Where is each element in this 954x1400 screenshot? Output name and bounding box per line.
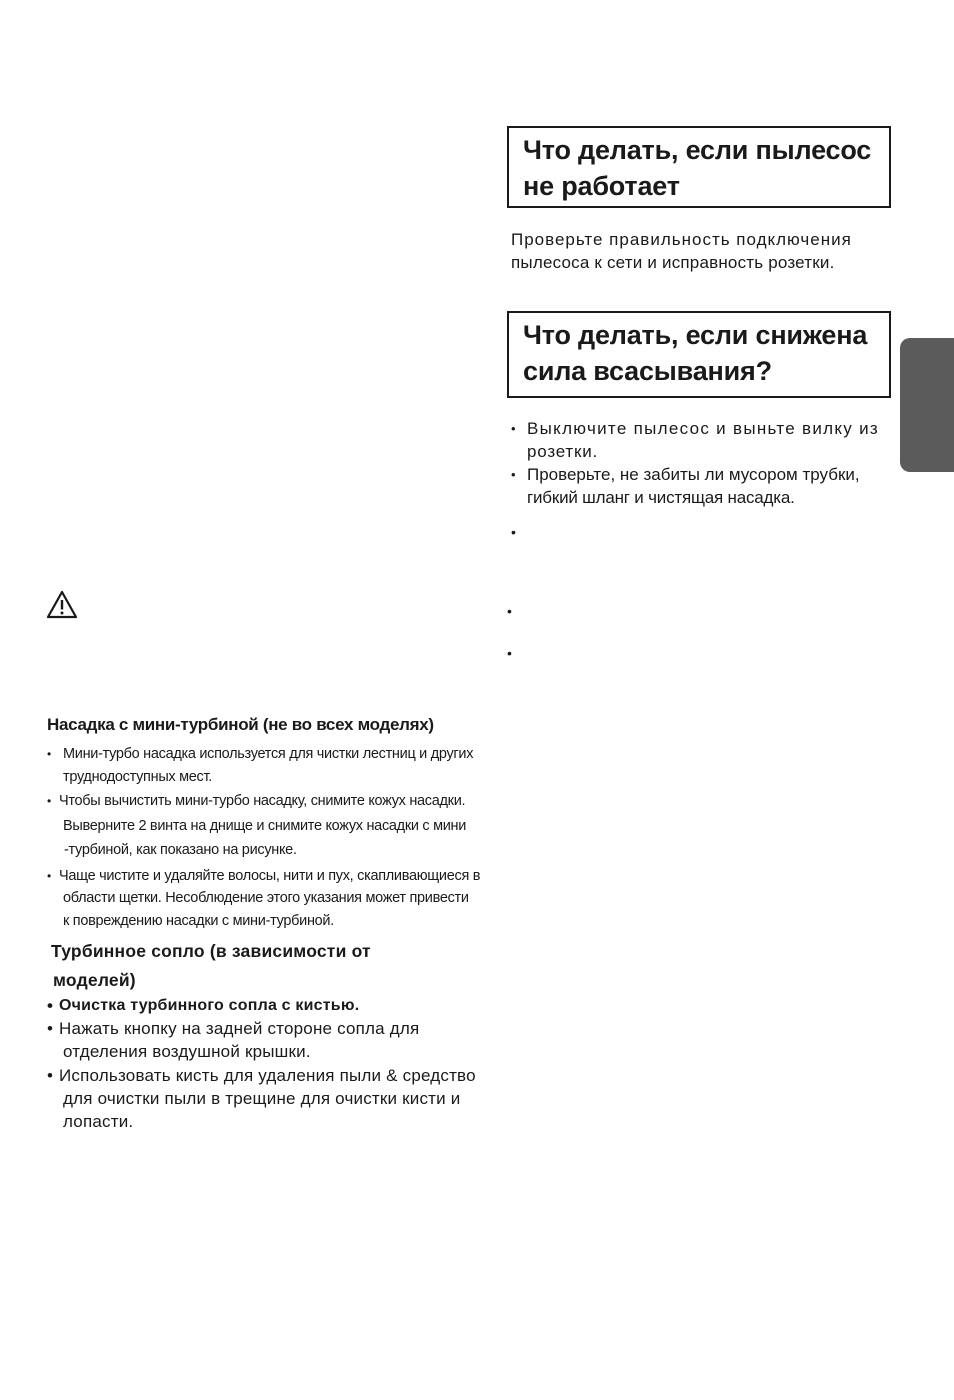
mini-turbo-list [47, 743, 507, 932]
check-connection-paragraph [511, 228, 896, 274]
list-item-line: Мини-турбо насадка используется для чистки лестниц и других [63, 746, 474, 762]
empty-bullet: • [507, 603, 512, 619]
list-item-line: труднодоступных мест. [63, 768, 212, 785]
list-item [47, 743, 507, 788]
list-item [47, 1017, 507, 1063]
heading-not-working-line2: не работает [523, 171, 680, 201]
list-item [47, 789, 507, 863]
list-item-line: Использовать кисть для удаления пыли & средство [59, 1066, 476, 1085]
bullet-dot: • [47, 747, 51, 761]
list-item-line: Выключите пылесос и выньте вилку из [527, 419, 880, 438]
turbo-nozzle-list [47, 995, 507, 1133]
list-item-line: Проверьте, не забиты ли мусором трубки, [527, 465, 860, 484]
list-item-line: гибкий шланг и чистящая насадка. [527, 488, 795, 507]
turbo-heading-line1: Турбинное сопло (в зависимости от [51, 941, 371, 961]
heading-box-suction [507, 311, 891, 398]
list-item-line: Выверните 2 винта на днище и снимите кожух насадки с мини [63, 817, 467, 834]
warning-triangle-icon [46, 590, 78, 620]
list-item [47, 995, 507, 1017]
list-item [511, 463, 896, 509]
list-item-line: области щетки. Несоблюдение этого указания может привести [63, 890, 469, 906]
list-item-line: отделения воздушной крышки. [63, 1042, 311, 1061]
turbo-nozzle-heading [51, 937, 371, 995]
heading-not-working-line1: Что делать, если пылесос [523, 135, 872, 165]
bullet-dot: • [511, 421, 517, 436]
bullet-dot: • [47, 1019, 54, 1038]
list-item-line: Очистка турбинного сопла с кистью. [59, 997, 360, 1014]
paragraph-line: Проверьте правильность подключения [511, 230, 852, 249]
list-item-line: розетки. [527, 442, 599, 461]
list-item-line: -турбиной, как показано на рисунке. [64, 842, 297, 858]
bullet-dot: • [47, 996, 54, 1015]
heading-suction-line2: сила всасывания? [523, 356, 772, 386]
mini-turbo-heading: Насадка с мини-турбиной (не во всех моделях) [47, 715, 434, 734]
list-item-line: для очистки пыли в трещине для очистки кисти и [63, 1089, 461, 1108]
bullet-dot: • [47, 1066, 54, 1085]
empty-bullet: • [507, 645, 512, 661]
heading-suction-line1: Что делать, если снижена [523, 320, 868, 350]
bullet-dot: • [47, 794, 51, 808]
list-item-line: Чтобы вычистить мини-турбо насадку, снимите кожух насадки. [59, 793, 466, 809]
paragraph-line: пылесоса к сети и исправность розетки. [511, 253, 835, 272]
heading-box-not-working [507, 126, 891, 208]
section-side-tab [900, 338, 954, 472]
list-item [511, 417, 896, 463]
turbo-heading-line2: моделей) [53, 970, 136, 990]
list-item [47, 1064, 507, 1133]
list-item-line: Нажать кнопку на задней стороне сопла для [59, 1019, 420, 1038]
bullet-dot: • [47, 868, 51, 883]
list-item [47, 865, 507, 933]
list-item-line: лопасти. [63, 1112, 134, 1131]
bullet-dot: • [511, 467, 517, 482]
suction-bullet-list [511, 417, 896, 509]
list-item-line: к повреждению насадки с мини-турбиной. [63, 912, 334, 929]
empty-bullet: • [511, 524, 516, 540]
list-item-line: Чаще чистите и удаляйте волосы, нити и пух, скапливающиеся в [59, 867, 481, 884]
